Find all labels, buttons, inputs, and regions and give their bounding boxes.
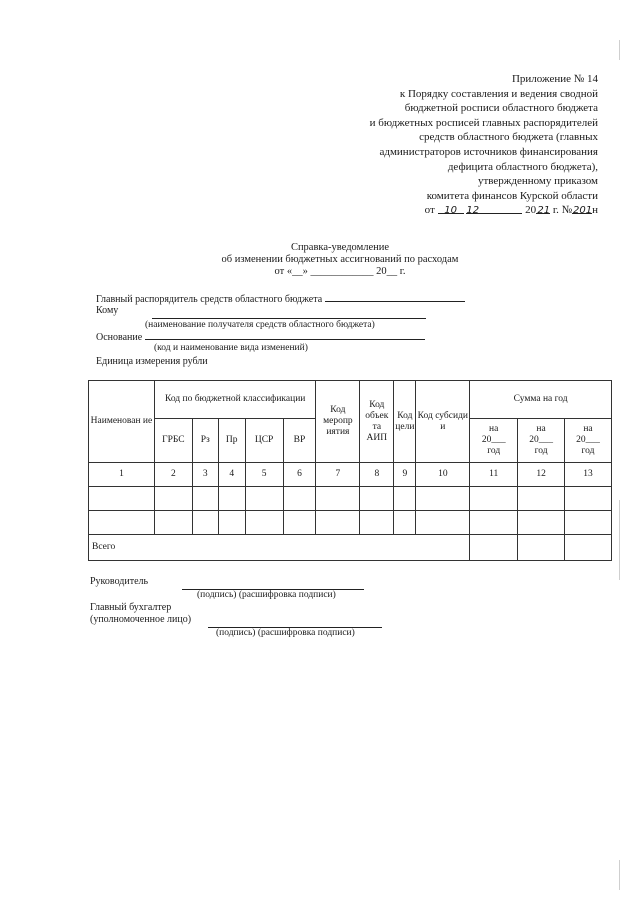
- header-csr: ЦСР: [245, 419, 283, 463]
- order-date-line: [370, 203, 598, 218]
- column-numbers-row: [89, 463, 612, 487]
- sum-year-1-line3: год: [487, 446, 501, 456]
- appendix-line: средств областного бюджета (главных: [419, 131, 598, 144]
- col-number: 10: [416, 463, 470, 487]
- appendix-block: [370, 72, 598, 218]
- head-signature-caption: (подпись) (расшифровка подписи): [197, 590, 336, 600]
- col-number: 8: [360, 463, 394, 487]
- sum-year-3-line1: на: [583, 424, 593, 434]
- col-number: 2: [154, 463, 192, 487]
- col-number: 6: [283, 463, 316, 487]
- header-rz: Рз: [192, 419, 218, 463]
- col-number: 4: [218, 463, 245, 487]
- basis-label: Основание: [96, 332, 143, 343]
- col-number: 5: [245, 463, 283, 487]
- col-number: 7: [316, 463, 360, 487]
- col-number: 1: [89, 463, 155, 487]
- sum-year-3-line3: год: [581, 446, 595, 456]
- title-line-2: об изменении бюджетных ассигнований по расходам: [221, 254, 459, 265]
- order-year: 21: [537, 205, 551, 217]
- appendix-line: бюджетной росписи областного бюджета: [404, 102, 598, 115]
- sum-year-2-line3: год: [534, 446, 548, 456]
- appendix-line: комитета финансов Курской области: [426, 189, 598, 202]
- header-event-code: Код меропр иятия: [316, 381, 360, 463]
- document-title: [200, 242, 480, 278]
- manager-label: Главный распорядитель средств областного бюджета: [96, 294, 323, 305]
- chief-accountant-label: Главный бухгалтер: [90, 602, 172, 613]
- order-year-prefix: 20: [525, 204, 537, 217]
- header-sum-group: Сумма на год: [470, 381, 612, 419]
- appendix-line: Приложение № 14: [511, 73, 598, 85]
- header-sum-year-1: [470, 419, 518, 463]
- sum-year-2-line2: 20___: [529, 435, 553, 445]
- manager-input-line: [325, 292, 465, 302]
- header-aip-code: Код объек та АИП: [360, 381, 394, 463]
- basis-field: [96, 330, 425, 343]
- sum-year-1-line1: на: [489, 424, 499, 434]
- col-number: 12: [518, 463, 565, 487]
- head-signature-label: Руководитель: [90, 576, 149, 587]
- scan-edge-mark: [619, 860, 620, 890]
- col-number: 3: [192, 463, 218, 487]
- header-goal-code: Код цели: [394, 381, 416, 463]
- appendix-line: администраторов источников финансирования: [379, 145, 598, 158]
- order-suffix: н: [592, 204, 598, 217]
- header-pr: Пр: [218, 419, 245, 463]
- authorized-person-label: (уполномоченное лицо): [90, 614, 192, 625]
- order-month: 12: [466, 204, 522, 214]
- col-number: 11: [470, 463, 518, 487]
- title-line-3: от «__» ____________ 20__ г.: [274, 266, 406, 277]
- scan-edge-mark: [619, 500, 620, 580]
- to-field: [96, 305, 118, 316]
- header-grbs: ГРБС: [154, 419, 192, 463]
- header-vr: ВР: [283, 419, 316, 463]
- chief-signature-line: [208, 618, 382, 628]
- chief-signature-caption: (подпись) (расшифровка подписи): [216, 628, 355, 638]
- basis-caption: (код и наименование вида изменений): [154, 343, 308, 353]
- table-row: [89, 487, 612, 511]
- unit-label: Единица измерения рубли: [96, 356, 208, 367]
- sum-year-3-line2: 20___: [576, 435, 600, 445]
- head-signature-line: [182, 580, 364, 590]
- to-label: Кому: [96, 305, 119, 316]
- total-label: Всего: [89, 535, 470, 561]
- header-code-group: Код по бюджетной классификации: [154, 381, 316, 419]
- title-line-1: Справка-уведомление: [290, 242, 390, 253]
- appendix-line: утвержденному приказом: [477, 175, 598, 188]
- basis-input-line: [145, 330, 425, 340]
- header-sum-year-2: [518, 419, 565, 463]
- to-caption: (наименование получателя средств областного бюджета): [145, 320, 375, 330]
- to-input-line: [152, 309, 426, 319]
- header-name: Наименован ие: [89, 381, 155, 463]
- total-row: [89, 535, 612, 561]
- header-subsidy-code: Код субсиди и: [416, 381, 470, 463]
- scan-edge-mark: [619, 40, 620, 60]
- order-number: 201: [573, 205, 593, 217]
- order-year-suffix: г. №: [552, 204, 573, 217]
- budget-table: [88, 380, 612, 561]
- col-number: 9: [394, 463, 416, 487]
- col-number: 13: [565, 463, 612, 487]
- appendix-line: к Порядку составления и ведения сводной: [399, 87, 598, 100]
- order-prefix: от: [424, 204, 435, 217]
- header-sum-year-3: [565, 419, 612, 463]
- appendix-line: дефицита областного бюджета),: [447, 160, 598, 173]
- sum-year-2-line1: на: [536, 424, 546, 434]
- sum-year-1-line2: 20___: [481, 435, 506, 445]
- manager-field: [96, 292, 465, 305]
- appendix-line: и бюджетных росписей главных распорядителей: [369, 116, 598, 129]
- table-row: [89, 511, 612, 535]
- order-day: 10: [438, 204, 464, 214]
